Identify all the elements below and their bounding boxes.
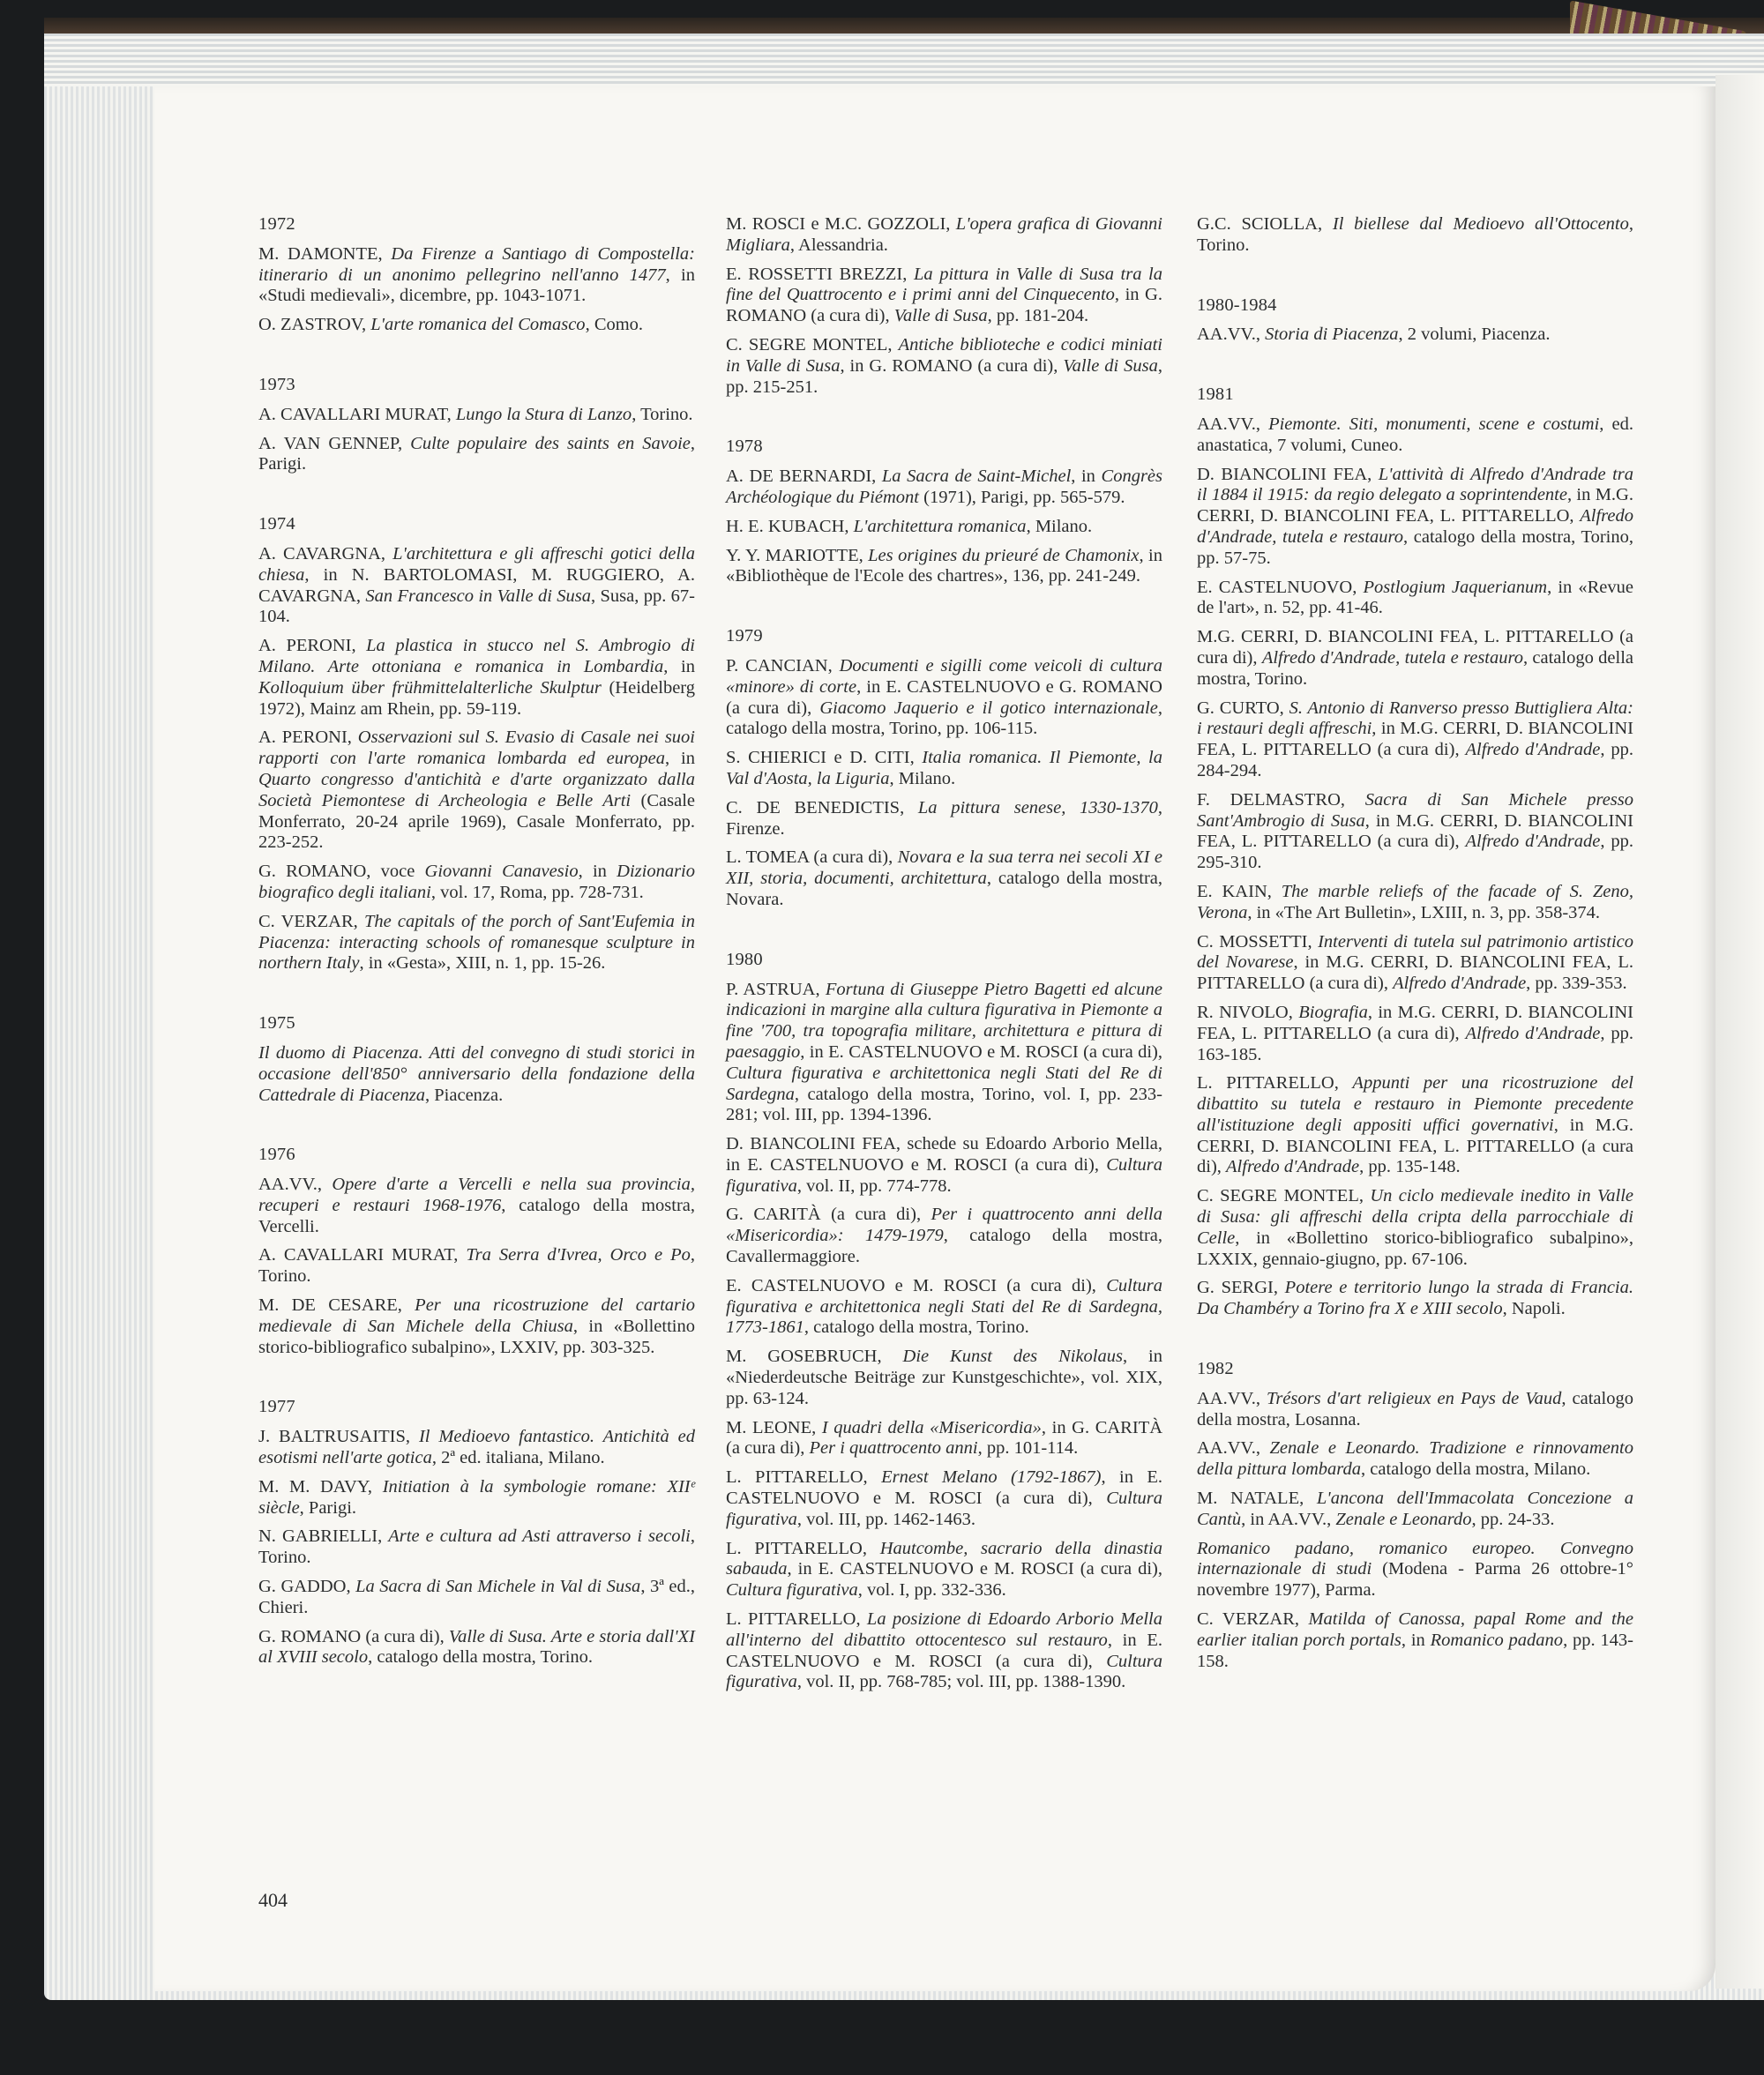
entry-text: , pp. 24-33.	[1471, 1509, 1555, 1529]
bibliography-entry	[1197, 1389, 1633, 1431]
entry-text: G. CARITÀ (a cura di),	[726, 1205, 931, 1225]
entry-text: M. NATALE,	[1197, 1489, 1317, 1509]
entry-title: Lungo la Stura di Lanzo	[455, 404, 632, 424]
entry-title: Alfredo d'Andrade	[1393, 974, 1527, 994]
bibliography-entry	[258, 862, 695, 904]
year-section	[258, 375, 695, 475]
entry-title: Sacra di San Michele presso Sant'Ambrogio di Susa	[1197, 789, 1634, 831]
entry-text: G. SERGI,	[1197, 1278, 1285, 1298]
entry-text: P. CANCIAN,	[726, 655, 840, 675]
entry-text: (Modena - Parma 26 ottobre-1° novembre 1977), Parma.	[1197, 1559, 1634, 1601]
entry-text: , in	[578, 862, 617, 882]
entry-text: , catalogo della mostra, Torino.	[1197, 647, 1634, 689]
bibliography-entry	[726, 1418, 1162, 1460]
year-section	[726, 950, 1162, 1694]
bibliography-entry	[258, 1526, 695, 1569]
bibliography-entry	[726, 1347, 1162, 1409]
entry-text: G. CURTO,	[1197, 698, 1289, 718]
entry-title: Novara e la sua terra nei secoli XI e XII, storia, documenti, architettura	[726, 847, 1162, 889]
bibliography-entry	[258, 244, 695, 307]
entry-title: Alfredo d'Andrade, tutela e restauro	[1197, 506, 1633, 547]
entry-text: , pp. 181-204.	[987, 306, 1089, 326]
entry-text: , in G. CARITÀ (a cura di),	[726, 1417, 1162, 1459]
entry-text: , in E. CASTELNUOVO e M. ROSCI (a cura di),	[726, 1467, 1162, 1509]
bibliography-entry	[1197, 214, 1633, 257]
entry-text: A. CAVALLARI MURAT,	[258, 1245, 467, 1265]
entry-title: Initiation à la symbologie romane: XIIᵉ siècle	[258, 1476, 695, 1518]
entry-text: , catalogo della mostra, Torino.	[804, 1317, 1029, 1338]
entry-title: Dizionario biografico degli italiani	[258, 862, 696, 902]
entry-text: , Torino.	[1197, 214, 1633, 255]
entry-text: A. CAVALLARI MURAT,	[258, 404, 456, 424]
entry-text: , Milano.	[889, 768, 956, 788]
bibliography-entry	[726, 1205, 1162, 1267]
entry-title: Die Kunst des Nikolaus	[902, 1347, 1123, 1367]
entry-title: L'opera grafica di Giovanni Migliara	[726, 214, 1162, 255]
bibliography-entry	[1197, 1489, 1633, 1531]
bibliography-entry	[726, 517, 1162, 538]
bibliography-entry	[726, 847, 1162, 910]
bibliography-entry	[1197, 790, 1633, 874]
bibliography-entry	[1197, 1003, 1633, 1065]
entry-text: AA.VV.,	[258, 1175, 333, 1195]
entry-title: L'arte romanica del Comasco	[370, 315, 586, 335]
entry-title: Les origines du prieuré de Chamonix	[868, 545, 1140, 565]
bibliography-entry	[1197, 414, 1633, 457]
entry-text: M. DAMONTE,	[258, 243, 392, 264]
entry-text: , in M.G. CERRI, D. BIANCOLINI FEA, L. PITTARELLO (a cura di),	[1197, 719, 1634, 760]
entry-text: , Torino.	[258, 1245, 695, 1287]
entry-text: , Torino.	[258, 1526, 695, 1568]
entry-text: , Piacenza.	[425, 1085, 504, 1105]
entry-text: , Milano.	[1026, 516, 1093, 536]
entry-title: Tra Serra d'Ivrea, Orco e Po	[466, 1245, 691, 1265]
bibliography-entry	[258, 1477, 695, 1519]
page-number: 404	[258, 1889, 288, 1911]
entry-text: C. SEGRE MONTEL,	[726, 334, 899, 355]
entry-text: E. CASTELNUOVO,	[1197, 577, 1364, 597]
entry-text: S. CHIERICI e D. CITI,	[726, 748, 923, 768]
entry-text: A. DE BERNARDI,	[726, 467, 882, 487]
entry-text: , in «The Art Bulletin», LXIII, n. 3, pp. 358-374.	[1247, 902, 1601, 922]
entry-text: , in	[663, 656, 695, 676]
entry-text: , vol. I, pp. 332-336.	[857, 1580, 1006, 1601]
entry-text: C. SEGRE MONTEL,	[1197, 1186, 1371, 1206]
entry-text: , pp. 215-251.	[726, 355, 1162, 397]
bibliography-entry	[1197, 698, 1633, 782]
year-heading: 1976	[258, 1145, 295, 1165]
bibliography-entry	[258, 405, 695, 426]
entry-text: , in E. CASTELNUOVO e G. ROMANO (a cura di),	[726, 676, 1162, 718]
bibliography-entry	[1197, 932, 1633, 995]
entry-text: , pp. 295-310.	[1197, 832, 1634, 873]
year-section	[1197, 295, 1633, 347]
entry-text: D. BIANCOLINI FEA, schede su Edoardo Arborio Mella, in E. CASTELNUOVO e M. ROSCI (a cura di),	[726, 1134, 1162, 1175]
entry-text: G. GADDO,	[258, 1577, 356, 1597]
bibliography-entry	[1197, 882, 1633, 924]
entry-title: Cultura figurativa	[726, 1580, 858, 1601]
entry-text: , in	[665, 749, 695, 769]
entry-text: R. NIVOLO,	[1197, 1002, 1299, 1022]
entry-title: The marble reliefs of the facade of S. Zeno, Verona	[1197, 881, 1633, 922]
entry-text: A. VAN GENNEP,	[258, 433, 411, 453]
entry-title: Da Firenze a Santiago di Compostella: itinerario di un anonimo pellegrino nell'anno 1477	[258, 243, 695, 285]
entry-text: , Parigi.	[299, 1497, 357, 1518]
entry-text: , pp. 339-353.	[1526, 974, 1627, 994]
entry-text: , catalogo della mostra, Vercelli.	[258, 1195, 696, 1236]
entry-text: , in «Bibliothèque de l'Ecole des chartres», 136, pp. 241-249.	[726, 545, 1162, 586]
year-heading: 1975	[258, 1013, 295, 1034]
entry-title: Kolloquium über frühmittelalterliche Skulptur	[258, 677, 602, 698]
entry-title: L'architettura e gli affreschi gotici della chiesa	[258, 543, 695, 585]
bibliography-entry	[726, 1276, 1162, 1339]
entry-title: Cultura figurativa	[726, 1651, 1162, 1692]
bibliography-entry	[258, 1427, 695, 1469]
entry-title: Opere d'arte a Vercelli e nella sua provincia, recuperi e restauri 1968-1976	[258, 1175, 695, 1215]
entry-text: AA.VV.,	[1197, 414, 1269, 434]
entry-text: C. MOSSETTI,	[1197, 931, 1319, 952]
entry-title: Biografia	[1298, 1002, 1368, 1022]
bibliography-entry	[1197, 627, 1633, 690]
entry-title: San Francesco in Valle di Susa	[365, 586, 592, 606]
entry-text: , Firenze.	[726, 797, 1162, 839]
entry-text: , catalogo della mostra, Novara.	[726, 869, 1163, 909]
page-stack-top-edge	[44, 34, 1764, 86]
year-section	[258, 514, 695, 974]
year-section	[1197, 214, 1633, 257]
entry-title: Alfredo d'Andrade	[1465, 1023, 1601, 1043]
entry-text: , in	[1071, 467, 1102, 487]
bibliography-entry	[726, 265, 1162, 327]
entry-text: O. ZASTROV,	[258, 315, 371, 335]
entry-text: C. VERZAR,	[258, 911, 364, 931]
entry-text: J. BALTRUSAITIS,	[258, 1427, 419, 1447]
year-heading: 1974	[258, 514, 295, 534]
entry-title: Cultura figurativa	[726, 1489, 1162, 1529]
entry-text: AA.VV.,	[1197, 1388, 1267, 1408]
entry-text: E. CASTELNUOVO e M. ROSCI (a cura di),	[726, 1275, 1107, 1295]
entry-text: M. GOSEBRUCH,	[726, 1347, 903, 1367]
year-section	[726, 437, 1162, 587]
entry-title: Giovanni Canavesio	[424, 862, 579, 882]
entry-text: D. BIANCOLINI FEA,	[1197, 464, 1379, 484]
bibliography-column-3	[1197, 214, 1633, 1711]
entry-text: , catalogo della mostra, Milano.	[1361, 1459, 1591, 1480]
entry-title: S. Antonio di Ranverso presso Buttigliera Alta: i restauri degli affreschi	[1197, 698, 1633, 739]
bibliography-entry	[726, 214, 1162, 257]
entry-title: Romanico padano, romanico europeo. Convegno internazionale di studi	[1197, 1538, 1633, 1579]
entry-text: , in G. ROMANO (a cura di),	[840, 355, 1064, 376]
entry-title: L'ancona dell'Immacolata Concezione a Cantù	[1197, 1489, 1634, 1529]
entry-text: L. PITTARELLO,	[726, 1538, 880, 1558]
bibliography-entry	[258, 1245, 695, 1288]
entry-text: , Napoli.	[1502, 1299, 1566, 1319]
entry-text: , in G. ROMANO (a cura di),	[726, 285, 1162, 326]
entry-title: I quadri della «Misericordia»	[821, 1417, 1042, 1437]
bibliography-entry	[726, 467, 1162, 509]
entry-title: Valle di Susa. Arte e storia dall'XI al XVIII secolo	[258, 1626, 695, 1668]
entry-title: L'architettura romanica	[853, 516, 1027, 536]
entry-title: La Sacra di San Michele in Val di Susa	[355, 1577, 641, 1597]
entry-title: Zenale e Leonardo	[1335, 1509, 1472, 1529]
entry-title: Il duomo di Piacenza. Atti del convegno di studi storici in occasione dell'850° anniversario della fondazione della Cattedrale di Piacenza	[258, 1042, 695, 1105]
entry-title: Per una ricostruzione del cartario medievale di San Michele della Chiusa	[258, 1295, 695, 1336]
entry-title: Per i quattrocento anni	[809, 1438, 978, 1459]
entry-title: L'attività di Alfredo d'Andrade tra il 1884 il 1915: da regio delegato a soprintendente	[1197, 464, 1633, 505]
entry-title: Hautcombe, sacrario della dinastia sabauda	[726, 1538, 1162, 1579]
bibliography-entry	[1197, 465, 1633, 570]
year-section	[1197, 1359, 1633, 1672]
bibliography-entry	[1197, 578, 1633, 620]
entry-text: , in E. CASTELNUOVO e M. ROSCI (a cura di),	[800, 1041, 1162, 1062]
year-heading: 1973	[258, 374, 295, 394]
bibliography-entry	[1197, 1438, 1633, 1481]
entry-text: E. KAIN,	[1197, 881, 1282, 901]
entry-text: , vol. II, pp. 774-778.	[796, 1176, 952, 1196]
entry-text: , in M.G. CERRI, D. BIANCOLINI FEA, L. PITTARELLO (a cura di),	[1197, 810, 1633, 852]
bibliography-entry	[258, 1577, 695, 1619]
entry-title: La Sacra de Saint-Michel	[881, 467, 1072, 487]
bibliography-entry	[258, 728, 695, 854]
entry-text: , catalogo della mostra, Losanna.	[1197, 1388, 1633, 1429]
entry-title: Osservazioni sul S. Evasio di Casale nei suoi rapporti con l'arte romanica lombarda ed europea	[258, 728, 695, 769]
entry-text: , vol. 17, Roma, pp. 728-731.	[430, 882, 644, 902]
entry-text: G. ROMANO, voce	[258, 862, 425, 882]
entry-text: , pp. 101-114.	[977, 1438, 1079, 1459]
entry-text: , catalogo della mostra, Cavallermaggiore.	[726, 1226, 1162, 1267]
bibliography-entry	[726, 656, 1162, 740]
entry-title: Postlogium Jaquerianum	[1363, 577, 1548, 597]
bibliography-entry	[726, 335, 1162, 398]
entry-title: Valle di Susa	[893, 306, 988, 326]
entry-title: Un ciclo medievale inedito in Valle di Susa: gli affreschi della cripta della parrocchiale di Celle	[1197, 1186, 1634, 1248]
entry-text: , catalogo della mostra, Torino, pp. 57-75.	[1197, 526, 1633, 568]
year-section	[258, 1013, 695, 1106]
entry-text: AA.VV.,	[1197, 1438, 1270, 1459]
entry-title: Alfredo d'Andrade	[1465, 740, 1601, 760]
entry-text: , pp. 163-185.	[1197, 1023, 1634, 1064]
year-heading: 1981	[1197, 384, 1234, 405]
entry-title: Quarto congresso d'antichità e d'arte organizzato dalla Società Piemontese di Archeologia e Belle Arti	[258, 769, 695, 810]
bibliography-entry	[726, 546, 1162, 588]
bibliography-entry	[258, 1295, 695, 1358]
entry-title: La plastica in stucco nel S. Ambrogio di Milano. Arte ottoniana e romanica in Lombardia	[258, 636, 695, 676]
entry-title: Il biellese dal Medioevo all'Ottocento	[1332, 214, 1629, 234]
entry-text: L. PITTARELLO,	[726, 1467, 882, 1488]
entry-text: , 2ª ed. italiana, Milano.	[431, 1448, 605, 1468]
entry-title: Interventi di tutela sul patrimonio artistico del Novarese	[1197, 931, 1634, 973]
entry-text: M. M. DAVY,	[258, 1476, 383, 1497]
bibliography-entry	[1197, 1278, 1633, 1320]
entry-text: , in M.G. CERRI, D. BIANCOLINI FEA, L. PITTARELLO (a cura di),	[1197, 1002, 1634, 1043]
entry-text: , vol. III, pp. 1462-1463.	[796, 1509, 975, 1529]
entry-text: , in «Bollettino storico-bibliografico subalpino», LXXIX, gennaio-giugno, pp. 67-106.	[1197, 1228, 1633, 1269]
entry-text: F. DELMASTRO,	[1197, 789, 1365, 810]
entry-title: Alfredo d'Andrade	[1465, 832, 1601, 852]
entry-text: M.G. CERRI, D. BIANCOLINI FEA, L. PITTARELLO (a cura di),	[1197, 627, 1633, 668]
entry-title: Valle di Susa	[1063, 355, 1158, 376]
entry-text: M. LEONE,	[726, 1417, 822, 1437]
entry-title: Congrès Archéologique du Piémont	[726, 467, 1162, 507]
entry-title: Culte populaire des saints en Savoie	[410, 433, 691, 453]
entry-title: La pittura senese, 1330-1370	[917, 797, 1158, 817]
entry-text: (Casale Monferrato, 20-24 aprile 1969), Casale Monferrato, pp. 223-252.	[258, 790, 695, 853]
bibliography-entry	[726, 1539, 1162, 1601]
bibliography-entry	[258, 434, 695, 476]
entry-text: (Heidelberg 1972), Mainz am Rhein, pp. 59-119.	[258, 677, 695, 719]
year-section	[726, 626, 1162, 911]
entry-title: Fortuna di Giuseppe Pietro Bagetti ed alcune indicazioni in margine alla cultura figurativa in Piemonte a fine '700, tra topografia militare, architettura e pittura di paesaggio	[726, 979, 1162, 1062]
entry-title: Il Medioevo fantastico. Antichità ed esotismi nell'arte gotica	[258, 1427, 695, 1468]
bibliography-entry	[726, 1467, 1162, 1530]
entry-title: Potere e territorio lungo la strada di Francia. Da Chambéry a Torino fra X e XIII secolo	[1197, 1278, 1633, 1319]
bibliography-column-1	[258, 214, 695, 1707]
entry-text: , in M.G. CERRI, D. BIANCOLINI FEA, L. PITTARELLO,	[1197, 485, 1633, 526]
entry-text: C. VERZAR,	[1197, 1609, 1309, 1630]
entry-text: M. DE CESARE,	[258, 1295, 415, 1316]
entry-title: Antiche biblioteche e codici miniati in Valle di Susa	[726, 334, 1163, 376]
entry-title: Per i quattrocento anni della «Misericordia»: 1479-1979	[726, 1205, 1162, 1246]
entry-text: , in AA.VV.,	[1241, 1509, 1336, 1529]
entry-text: (1971), Parigi, pp. 565-579.	[919, 487, 1125, 507]
bibliography-entry	[258, 315, 695, 336]
entry-title: Cultura figurativa	[726, 1154, 1162, 1196]
year-heading: 1978	[726, 437, 763, 457]
entry-text: A. PERONI,	[258, 636, 367, 656]
entry-text: , in M.G. CERRI, D. BIANCOLINI FEA, L. PITTARELLO (a cura di),	[1197, 1115, 1633, 1177]
bibliography-entry	[258, 912, 695, 974]
year-section	[1197, 384, 1633, 1320]
year-heading: 1972	[258, 214, 295, 234]
entry-title: Italia romanica. Il Piemonte, la Val d'Aosta, la Liguria	[726, 748, 1162, 788]
entry-text: , pp. 143-158.	[1197, 1630, 1634, 1671]
bibliography-entry	[726, 1134, 1162, 1197]
entry-text: , Como.	[585, 315, 644, 335]
entry-title: Giacomo Jaquerio e il gotico internazionale	[819, 698, 1158, 718]
entry-title: Trésors d'art religieux en Pays de Vaud	[1267, 1388, 1562, 1408]
bibliography-entry	[1197, 1609, 1633, 1672]
entry-text: , ed. anastatica, 7 volumi, Cuneo.	[1197, 414, 1633, 455]
book-cover-edge	[44, 18, 1764, 34]
entry-text: , pp. 135-148.	[1359, 1157, 1461, 1177]
entry-text: , in «Revue de l'art», n. 52, pp. 41-46.	[1197, 577, 1633, 618]
entry-text: , in «Niederdeutsche Beiträge zur Kunstgeschichte», vol. XIX, pp. 63-124.	[726, 1347, 1162, 1408]
year-heading: 1979	[726, 626, 763, 646]
entry-text: N. GABRIELLI,	[258, 1526, 389, 1547]
bibliography-entry	[258, 636, 695, 720]
bibliography-entry	[1197, 1186, 1633, 1270]
entry-text: G. ROMANO (a cura di),	[258, 1626, 449, 1646]
entry-text: , Alessandria.	[789, 235, 888, 255]
bibliography-entry	[726, 1609, 1162, 1693]
entry-text: L. PITTARELLO,	[1197, 1073, 1353, 1093]
bibliography-entry	[726, 980, 1162, 1127]
year-heading: 1980	[726, 949, 763, 969]
entry-title: Alfredo d'Andrade	[1226, 1157, 1360, 1177]
entry-title: Storia di Piacenza	[1265, 325, 1399, 345]
bibliography-entry	[726, 798, 1162, 840]
entry-text: , in E. CASTELNUOVO e M. ROSCI (a cura di),	[787, 1559, 1162, 1579]
entry-title: Documenti e sigilli come veicoli di cultura «minore» di corte	[726, 655, 1162, 697]
bibliography-entry	[726, 748, 1162, 790]
entry-text: , catalogo della mostra, Torino.	[368, 1647, 594, 1668]
entry-text: , catalogo della mostra, Torino, vol. I, pp. 233-281; vol. III, pp. 1394-1396.	[726, 1084, 1162, 1125]
entry-text: AA.VV.,	[1197, 325, 1266, 345]
entry-text: L. TOMEA (a cura di),	[726, 847, 898, 868]
entry-title: Matilda of Canossa, papal Rome and the earlier italian porch portals	[1197, 1609, 1633, 1650]
entry-title: Romanico padano	[1430, 1630, 1564, 1650]
entry-text: A. PERONI,	[258, 728, 358, 748]
year-heading: 1980-1984	[1197, 295, 1277, 315]
entry-text: P. ASTRUA,	[726, 979, 826, 999]
entry-text: , in «Gesta», XIII, n. 1, pp. 15-26.	[359, 953, 606, 974]
entry-text: , Torino.	[632, 404, 693, 424]
bibliography-entry	[258, 544, 695, 628]
entry-text: , in	[1401, 1630, 1431, 1650]
entry-text: M. ROSCI e M.C. GOZZOLI,	[726, 214, 956, 234]
entry-title: Zenale e Leonardo. Tradizione e rinnovamento della pittura lombarda	[1197, 1438, 1633, 1480]
entry-text: G.C. SCIOLLA,	[1197, 214, 1333, 234]
year-heading: 1982	[1197, 1359, 1234, 1379]
year-heading: 1977	[258, 1397, 295, 1417]
entry-text: , in «Studi medievali», dicembre, pp. 1043-1071.	[258, 265, 695, 306]
entry-text: , vol. II, pp. 768-785; vol. III, pp. 1388-1390.	[796, 1672, 1126, 1692]
entry-title: Cultura figurativa e architettonica negli Stati del Re di Sardegna, 1773-1861	[726, 1275, 1162, 1338]
entry-text: , pp. 284-294.	[1197, 740, 1634, 780]
entry-text: , in M.G. CERRI, D. BIANCOLINI FEA, L. PITTARELLO (a cura di),	[1197, 952, 1633, 994]
entry-text: , catalogo della mostra, Torino, pp. 106-115.	[726, 698, 1162, 739]
facing-page-edge	[1715, 75, 1764, 1989]
entry-text: , in E. CASTELNUOVO e M. ROSCI (a cura di),	[726, 1630, 1163, 1671]
bibliography-entry	[258, 1175, 695, 1237]
entry-title: The capitals of the porch of Sant'Eufemia in Piacenza: interacting schools of romanesque sculpture in northern Italy	[258, 911, 695, 974]
entry-text: , Parigi.	[258, 433, 695, 474]
bibliography-column-2	[726, 214, 1162, 1732]
entry-title: Alfredo d'Andrade, tutela e restauro	[1261, 647, 1523, 668]
year-section	[726, 214, 1162, 398]
entry-text: Y. Y. MARIOTTE,	[726, 545, 869, 565]
entry-text: , Susa, pp. 67-104.	[258, 586, 695, 627]
entry-title: Arte e cultura ad Asti attraverso i secoli	[388, 1526, 691, 1547]
entry-text: H. E. KUBACH,	[726, 516, 854, 536]
year-section	[258, 214, 695, 336]
entry-title: Ernest Melano (1792-1867)	[881, 1467, 1102, 1488]
entry-text: , 2 volumi, Piacenza.	[1398, 325, 1551, 345]
entry-text: A. CAVARGNA,	[258, 543, 393, 564]
entry-text: , 3ª ed., Chieri.	[258, 1577, 695, 1617]
bibliography-entry	[1197, 1073, 1633, 1178]
bibliography-entry	[258, 1043, 695, 1106]
entry-title: La pittura in Valle di Susa tra la fine del Quattrocento e i primi anni del Cinquecento	[726, 264, 1162, 305]
entry-title: Cultura figurativa e architettonica negli Stati del Re di Sardegna	[726, 1063, 1162, 1104]
entry-text: C. DE BENEDICTIS,	[726, 797, 918, 817]
entry-text: , in «Bollettino storico-bibliografico subalpino», LXXIV, pp. 303-325.	[258, 1316, 695, 1357]
entry-text: , in N. BARTOLOMASI, M. RUGGIERO, A. CAVARGNA,	[258, 564, 695, 606]
bibliography-entry	[258, 1627, 695, 1669]
year-section	[258, 1145, 695, 1358]
entry-title: Piemonte. Siti, monumenti, scene e costumi	[1268, 414, 1600, 434]
entry-text: L. PITTARELLO,	[726, 1609, 867, 1630]
entry-title: La posizione di Edoardo Arborio Mella all'interno del dibattito ottocentesco sul restauro	[726, 1609, 1162, 1650]
entry-text: E. ROSSETTI BREZZI,	[726, 264, 914, 284]
bibliography-entry	[1197, 325, 1633, 346]
year-section	[258, 1397, 695, 1668]
entry-title: Appunti per una ricostruzione del dibattito su tutela e restauro in Piemonte precedente all'istituzione degli appositi uffici governativi	[1197, 1073, 1633, 1135]
bibliography-entry	[1197, 1539, 1633, 1601]
